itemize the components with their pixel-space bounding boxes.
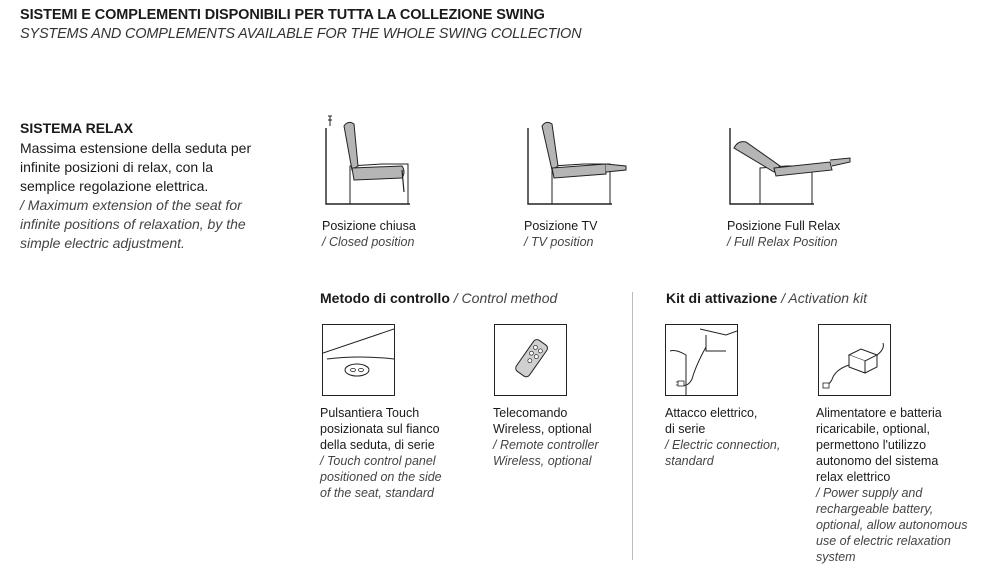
position-label-it: Posizione chiusa <box>322 219 416 233</box>
caption-line-en: / Touch control panel <box>320 454 436 468</box>
caption-line-it: Attacco elettrico, <box>665 406 758 420</box>
caption-line-it: della seduta, di serie <box>320 438 435 452</box>
caption-line-en: optional, allow autonomous <box>816 518 968 532</box>
control-method-heading-en: / Control method <box>453 290 558 306</box>
position-label-en: / TV position <box>524 235 594 249</box>
activation-kit-heading-en: / Activation kit <box>781 290 867 306</box>
electric-connection-caption <box>665 405 805 469</box>
caption-line-it: Pulsantiera Touch <box>320 406 420 420</box>
electric-plug-icon <box>665 324 738 396</box>
page-subtitle: SYSTEMS AND COMPLEMENTS AVAILABLE FOR THE WHOLE SWING COLLECTION <box>20 26 582 42</box>
caption-line-en: use of electric relaxation <box>816 534 951 548</box>
caption-line-en: system <box>816 550 856 564</box>
caption-line-en: / Power supply and <box>816 486 923 500</box>
caption-line-it: Telecomando <box>493 406 568 420</box>
caption-line-it: di serie <box>665 422 706 436</box>
closed-position-icon <box>322 108 412 206</box>
touch-panel-icon <box>322 324 395 396</box>
activation-kit-heading <box>666 290 867 306</box>
tv-position-icon <box>524 108 634 206</box>
position-label-it: Posizione Full Relax <box>727 219 841 233</box>
caption-line-en: Wireless, optional <box>493 454 592 468</box>
remote-control-icon <box>494 324 567 396</box>
relax-description-en: / Maximum extension of the seat for infinite positions of relaxation, by the simple electric adjustment. <box>20 197 246 251</box>
caption-line-en: rechargeable battery, <box>816 502 934 516</box>
battery-caption <box>816 405 986 565</box>
caption-line-it: ricaricabile, optional, <box>816 422 930 436</box>
caption-line-it: relax elettrico <box>816 470 891 484</box>
page-title: SISTEMI E COMPLEMENTI DISPONIBILI PER TUTTA LA COLLEZIONE SWING <box>20 7 545 23</box>
caption-line-it: autonomo del sistema <box>816 454 939 468</box>
position-label-en: / Closed position <box>322 235 415 249</box>
caption-line-en: of the seat, standard <box>320 486 434 500</box>
caption-line-it: posizionata sul fianco <box>320 422 440 436</box>
activation-kit-heading-it: Kit di attivazione <box>666 290 778 306</box>
remote-control-caption <box>493 405 623 469</box>
relax-description-it: Massima estensione della seduta per infinite posizioni di relax, con la semplice regolazione elettrica. <box>20 140 252 194</box>
caption-line-en: / Electric connection, <box>665 438 781 452</box>
caption-line-en: positioned on the side <box>320 470 442 484</box>
relax-section-title: SISTEMA RELAX <box>20 120 134 136</box>
position-label-en: / Full Relax Position <box>727 235 838 249</box>
control-method-heading <box>320 290 557 306</box>
position-label-it: Posizione TV <box>524 219 598 233</box>
full-relax-position-icon <box>726 108 856 206</box>
control-method-heading-it: Metodo di controllo <box>320 290 450 306</box>
caption-line-en: standard <box>665 454 714 468</box>
section-divider <box>632 292 633 560</box>
caption-line-it: permettono l'utilizzo <box>816 438 927 452</box>
caption-line-en: / Remote controller <box>493 438 599 452</box>
touch-panel-caption <box>320 405 480 501</box>
battery-pack-icon <box>818 324 891 396</box>
caption-line-it: Alimentatore e batteria <box>816 406 942 420</box>
caption-line-it: Wireless, optional <box>493 422 592 436</box>
